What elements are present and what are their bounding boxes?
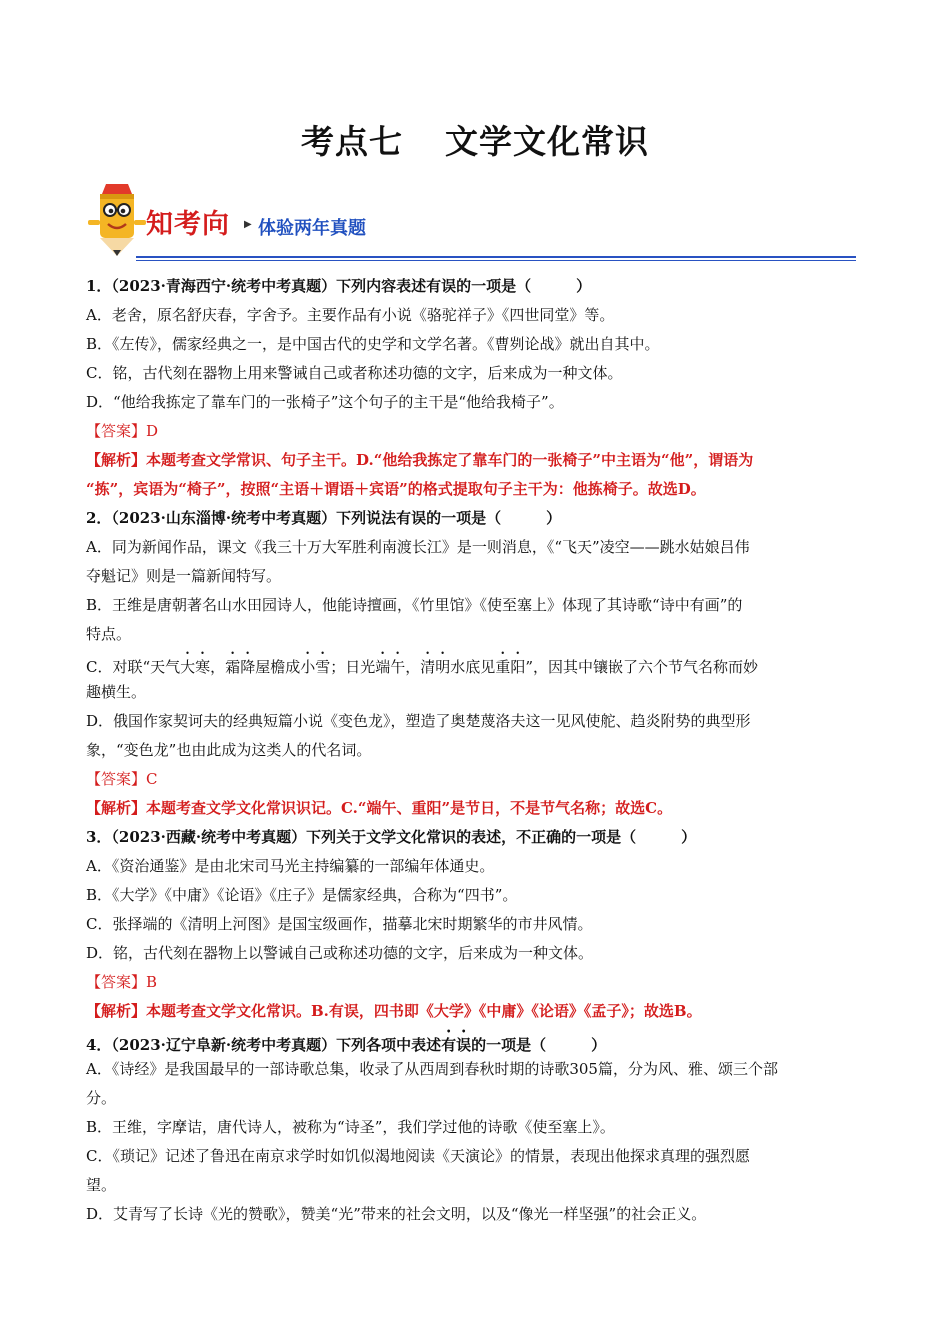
q2-option-c-line1 — [86, 649, 868, 678]
banner-rule — [136, 256, 856, 258]
q3-option-d: D．铭，古代刻在器物上以警诫自己或称述功德的文字，后来成为一种文体。 — [86, 944, 594, 962]
q1-explanation-1: 【解析】本题考查文学常识、句子主干。D.“他给我拣定了靠车门的一张椅子”中主语为“他”，谓语为 — [86, 451, 754, 469]
question-list — [86, 272, 868, 1229]
q2-c-emphasis: 重阳 — [495, 658, 526, 676]
q3-option-a: A．《资治通鉴》是由北宋司马光主持编纂的一部编年体通史。 — [86, 857, 495, 875]
q4-option-b: B．王维，字摩诘，唐代诗人，被称为“诗圣”，我们学过他的诗歌《使至塞上》。 — [86, 1118, 615, 1136]
q2-c-emphasis: 端午 — [375, 658, 406, 676]
banner-rule-thin — [136, 260, 856, 261]
q2-c-text: ， — [405, 658, 421, 676]
q2-option-c-line2: 趣横生。 — [86, 683, 147, 701]
q2-stem: 2．（2023·山东淄博·统考中考真题）下列说法有误的一项是（ ） — [86, 509, 562, 527]
q4-option-d: D．艾青写了长诗《光的赞歌》，赞美“光”带来的社会文明，以及“像光一样坚强”的社会正义。 — [86, 1205, 707, 1223]
q2-option-a-line1: A．同为新闻作品，课文《我三十万大军胜利南渡长江》是一则消息，《“飞天”凌空——跳水姑娘吕伟 — [86, 538, 750, 556]
section-banner — [86, 182, 856, 262]
q2-option-d-line1: D．俄国作家契诃夫的经典短篇小说《变色龙》，塑造了奥楚蔑洛夫这一见风使舵、趋炎附势的典型形 — [86, 712, 751, 730]
q2-c-text: ”，因其中镶嵌了六个节气名称而妙 — [525, 658, 758, 676]
q4-stem-text: 的一项是（ ） — [471, 1036, 607, 1054]
pencil-mascot-icon — [86, 182, 148, 258]
q4-option-c-line2: 望。 — [86, 1176, 117, 1194]
q4-stem — [86, 1026, 868, 1055]
q2-option-a-line2: 夺魁记》则是一篇新闻特写。 — [86, 567, 282, 585]
q2-explanation: 【解析】本题考查文学文化常识识记。C.“端午、重阳”是节日，不是节气名称；故选C。 — [86, 799, 673, 817]
q1-option-d: D．“他给我拣定了靠车门的一张椅子”这个句子的主干是“他给我椅子”。 — [86, 393, 564, 411]
q4-option-c-line1: C．《琐记》记述了鲁迅在南京求学时如饥似渴地阅读《天演论》的情景，表现出他探求真理的强烈愿 — [86, 1147, 750, 1165]
q2-c-emphasis: 清明 — [420, 658, 451, 676]
title-part1: 考点七 — [301, 122, 403, 161]
q2-c-text: 水底见 — [450, 658, 496, 676]
q2-c-text: C．对联“天气 — [86, 658, 181, 676]
q1-answer: 【答案】D — [86, 422, 159, 440]
q3-option-c: C．张择端的《清明上河图》是国宝级画作，描摹北宋时期繁华的市井风情。 — [86, 915, 593, 933]
q4-option-a-line2: 分。 — [86, 1089, 117, 1107]
banner-sub-label: 体验两年真题 — [258, 218, 366, 239]
q1-option-b: B．《左传》，儒家经典之一，是中国古代的史学和文学名著。《曹刿论战》就出自其中。 — [86, 335, 660, 353]
q4-stem-emphasis: 有误 — [441, 1036, 472, 1054]
q2-c-text: 屋檐成 — [255, 658, 301, 676]
q2-c-emphasis: 大寒 — [180, 658, 211, 676]
q2-answer: 【答案】C — [86, 770, 158, 788]
banner-main-label: 知考向 — [146, 209, 230, 240]
q2-c-emphasis: 霜降 — [225, 658, 256, 676]
q1-stem: 1．（2023·青海西宁·统考中考真题）下列内容表述有误的一项是（ ） — [86, 277, 592, 295]
page-title — [0, 116, 950, 163]
q2-option-d-line2: 象，“变色龙”也由此成为这类人的代名词。 — [86, 741, 372, 759]
q3-option-b: B．《大学》《中庸》《论语》《庄子》是儒家经典，合称为“四书”。 — [86, 886, 518, 904]
q3-answer: 【答案】B — [86, 973, 158, 991]
q3-stem: 3．（2023·西藏·统考中考真题）下列关于文学文化常识的表述，不正确的一项是（ ） — [86, 828, 697, 846]
q3-explanation: 【解析】本题考查文学文化常识。B.有误，四书即《大学》《中庸》《论语》《孟子》；故选B。 — [86, 1002, 702, 1020]
q2-option-b-line2: 特点。 — [86, 625, 132, 643]
q1-option-c: C．铭，古代刻在器物上用来警诫自己或者称述功德的文字，后来成为一种文体。 — [86, 364, 623, 382]
triangle-right-icon: ▶ — [244, 219, 252, 230]
q1-option-a: A．老舍，原名舒庆春，字舍予。主要作品有小说《骆驼祥子》《四世同堂》等。 — [86, 306, 615, 324]
q2-option-b-line1: B．王维是唐朝著名山水田园诗人，他能诗擅画，《竹里馆》《使至塞上》体现了其诗歌“诗中有画”的 — [86, 596, 743, 614]
q2-c-text: ， — [210, 658, 226, 676]
q2-c-text: ；日光 — [330, 658, 376, 676]
q4-stem-text: 4．（2023·辽宁阜新·统考中考真题）下列各项中表述 — [86, 1036, 442, 1054]
title-part2: 文学文化常识 — [445, 122, 649, 161]
q1-explanation-2: “拣”，宾语为“椅子”，按照“主语＋谓语＋宾语”的格式提取句子主干为：他拣椅子。故选D。 — [86, 480, 706, 498]
q4-option-a-line1: A．《诗经》是我国最早的一部诗歌总集，收录了从西周到春秋时期的诗歌305篇，分为风、雅、颂三个部 — [86, 1060, 778, 1078]
q2-c-emphasis: 小雪 — [300, 658, 331, 676]
